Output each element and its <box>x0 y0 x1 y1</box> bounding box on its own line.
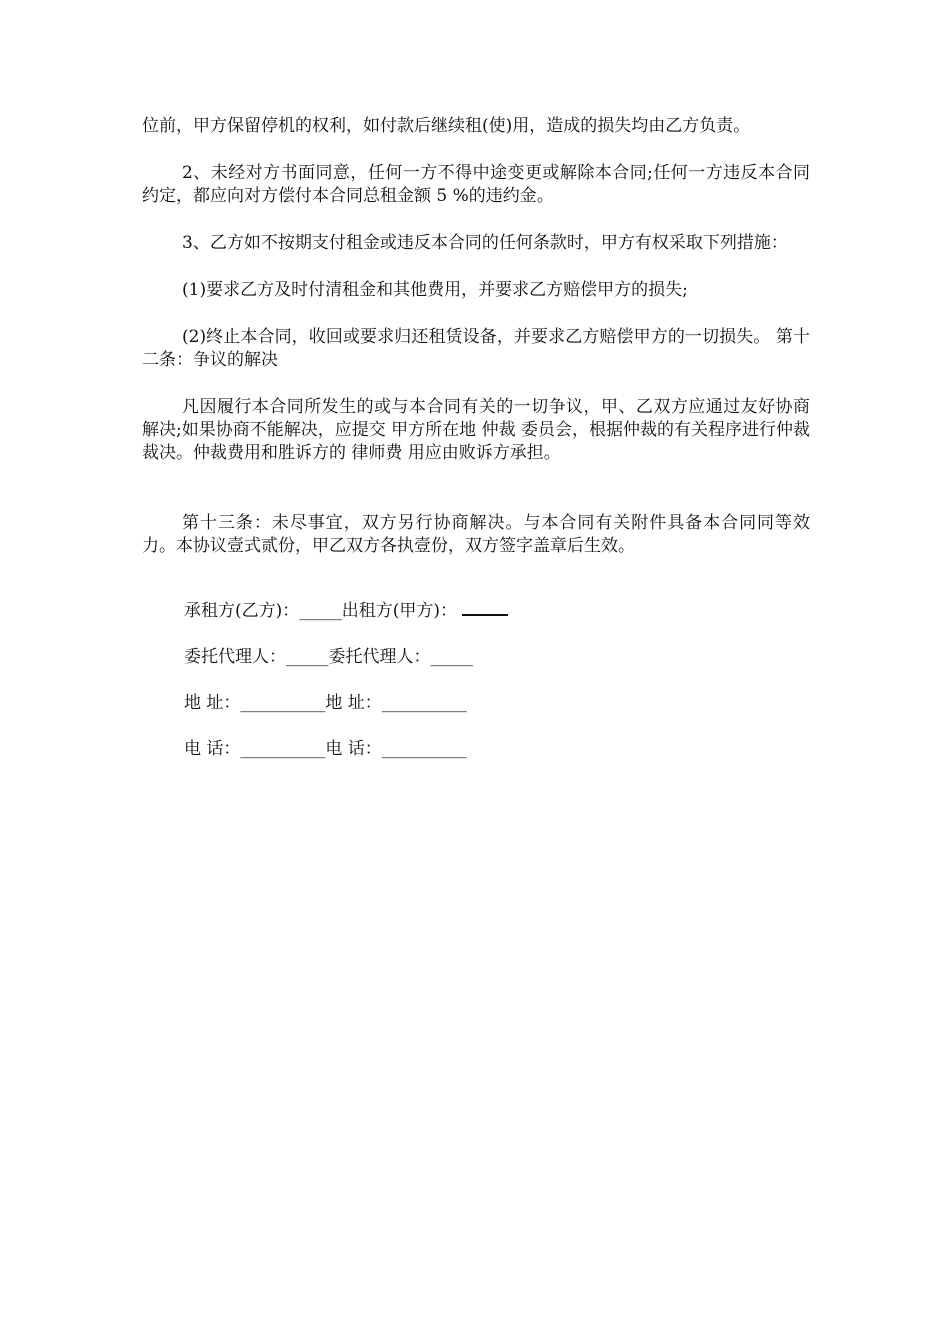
paragraph-7: 第十三条：未尽事宜，双方另行协商解决。与本合同有关附件具备本合同同等效力。本协议壹式贰份，甲乙双方各执壹份，双方签字盖章后生效。 <box>142 513 810 556</box>
signature-line-agents: 委托代理人：_____委托代理人：_____ <box>184 647 473 667</box>
lessor-signature-blank <box>462 600 508 616</box>
paragraph-2: 2、未经对方书面同意，任何一方不得中途变更或解除本合同;任何一方违反本合同约定，都应向对方偿付本合同总租金额 5 %的违约金。 <box>142 163 810 206</box>
paragraph-3: 3、乙方如不按期支付租金或违反本合同的任何条款时，甲方有权采取下列措施： <box>182 233 788 253</box>
paragraph-6: 凡因履行本合同所发生的或与本合同有关的一切争议，甲、乙双方应通过友好协商解决;如果协商不能解决，应提交 甲方所在地 仲裁 委员会，根据仲裁的有关程序进行仲裁裁决。仲裁费用和胜诉方的 律师费 用应由败诉方承担。 <box>142 397 810 463</box>
signature-line-phone: 电 话：__________电 话：__________ <box>184 739 467 759</box>
parties-label: 承租方(乙方)：_____出租方(甲方)： <box>184 601 463 621</box>
paragraph-1: 位前，甲方保留停机的权利，如付款后继续租(使)用，造成的损失均由乙方负责。 <box>142 116 751 136</box>
paragraph-4: (1)要求乙方及时付清租金和其他费用，并要求乙方赔偿甲方的损失; <box>182 280 688 300</box>
paragraph-5: (2)终止本合同，收回或要求归还租赁设备，并要求乙方赔偿甲方的一切损失。 第十二条：争议的解决 <box>142 327 810 370</box>
signature-block <box>184 600 784 784</box>
signature-line-parties <box>184 600 784 623</box>
signature-line-address: 地 址：__________地 址：__________ <box>184 693 467 713</box>
document-body <box>142 115 810 582</box>
